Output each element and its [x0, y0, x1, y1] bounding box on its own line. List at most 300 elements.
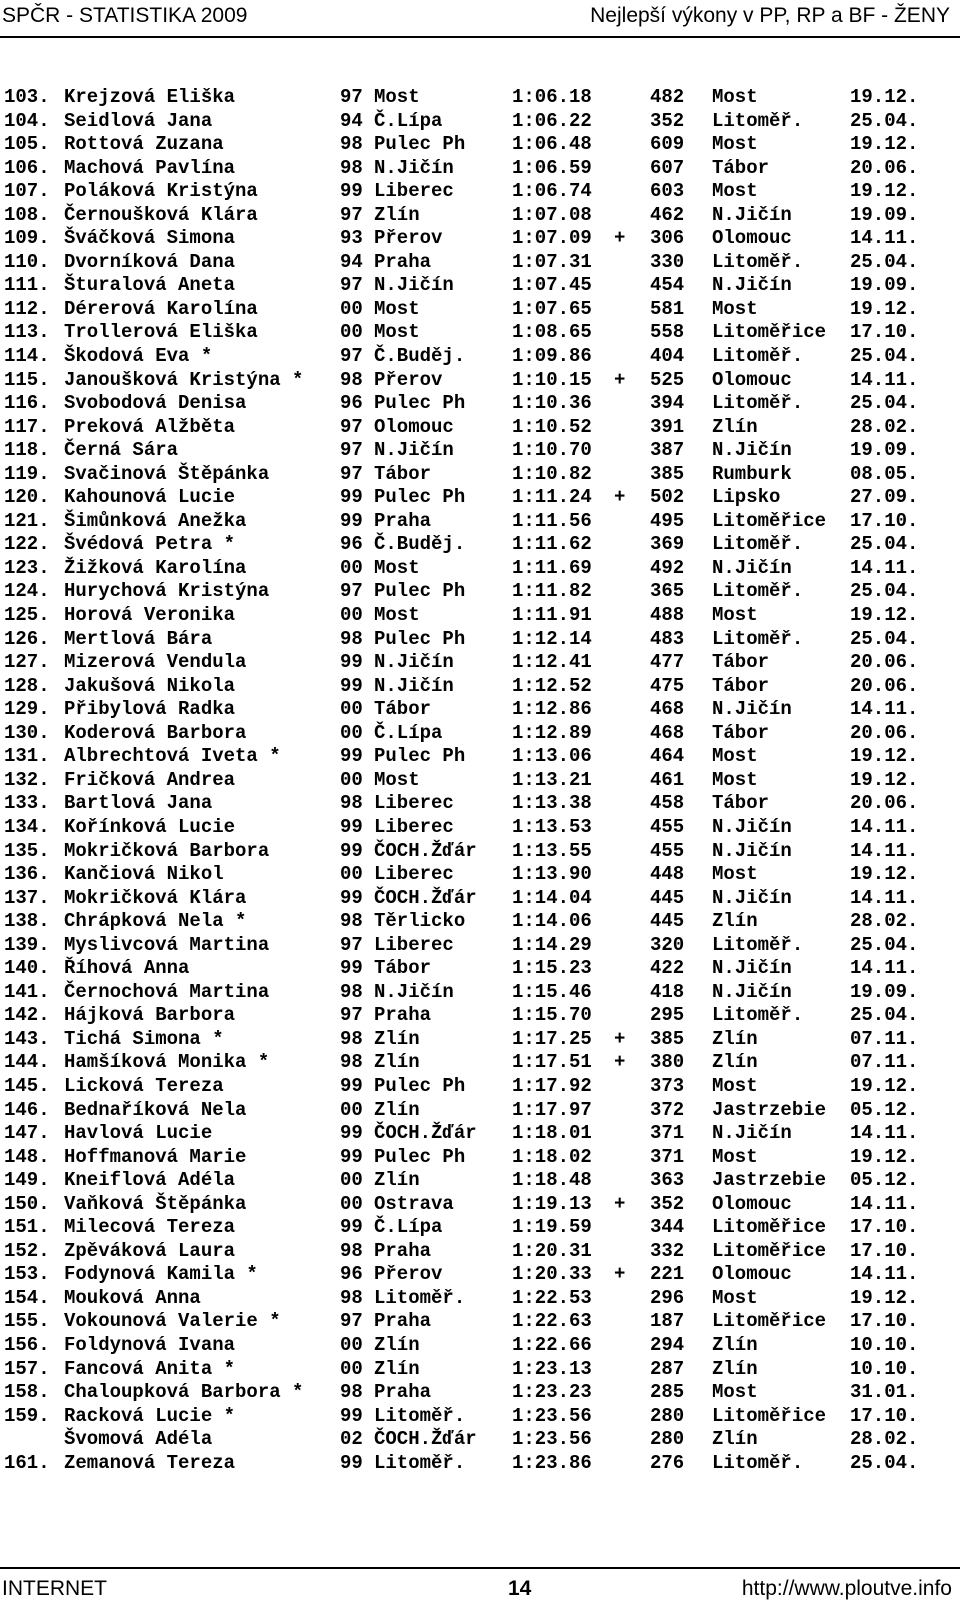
place-cell: Most: [712, 1145, 758, 1168]
rank-cell: 137.: [4, 886, 50, 909]
table-row: [0, 486, 960, 510]
rank-cell: 124.: [4, 580, 50, 603]
place-cell: Litoměř.: [712, 580, 804, 603]
place-cell: Tábor: [712, 792, 770, 815]
club-cell: Pulec Ph: [374, 745, 466, 768]
club-cell: Tábor: [374, 462, 432, 485]
year-cell: 97: [340, 462, 363, 485]
club-cell: Ostrava: [374, 1192, 454, 1215]
club-cell: Praha: [374, 1004, 432, 1027]
name-cell: Rottová Zuzana: [64, 133, 224, 156]
club-cell: Č.Lípa: [374, 109, 443, 132]
header-title: SPČR - STATISTIKA 2009: [2, 4, 248, 27]
time-cell: 1:22.66: [512, 1333, 592, 1356]
rank-cell: 119.: [4, 462, 50, 485]
place-cell: N.Jičín: [712, 815, 792, 838]
time-cell: 1:19.13: [512, 1192, 592, 1215]
date-cell: 19.12.: [850, 297, 919, 320]
place-cell: Zlín: [712, 1357, 758, 1380]
club-cell: Přerov: [374, 368, 443, 391]
date-cell: 25.04.: [850, 345, 919, 368]
date-cell: 14.11.: [850, 1192, 919, 1215]
name-cell: Vokounová Valerie *: [64, 1310, 281, 1333]
club-cell: Zlín: [374, 1098, 420, 1121]
time-cell: 1:13.55: [512, 839, 592, 862]
club-cell: Zlín: [374, 1169, 420, 1192]
points-cell: 603: [650, 180, 685, 203]
club-cell: Pulec Ph: [374, 1145, 466, 1168]
rank-cell: 152.: [4, 1239, 50, 1262]
rank-cell: 123.: [4, 556, 50, 579]
place-cell: Tábor: [712, 651, 770, 674]
points-cell: 372: [650, 1098, 685, 1121]
table-row: [0, 86, 960, 110]
table-row: [0, 157, 960, 181]
rank-cell: 132.: [4, 768, 50, 791]
time-cell: 1:11.91: [512, 604, 592, 627]
name-cell: Fodynová Kamila *: [64, 1263, 258, 1286]
table-row: [0, 887, 960, 911]
table-row: [0, 251, 960, 275]
plus-marker: +: [614, 486, 626, 509]
club-cell: Most: [374, 556, 420, 579]
club-cell: ČOCH.Žďár: [374, 1428, 477, 1451]
name-cell: Chaloupková Barbora *: [64, 1381, 304, 1404]
year-cell: 97: [340, 86, 363, 108]
table-row: [0, 675, 960, 699]
year-cell: 00: [340, 698, 363, 721]
year-cell: 99: [340, 815, 363, 838]
name-cell: Tichá Simona *: [64, 1027, 224, 1050]
club-cell: N.Jičín: [374, 651, 454, 674]
points-cell: 306: [650, 227, 685, 250]
year-cell: 98: [340, 792, 363, 815]
name-cell: Hoffmanová Marie: [64, 1145, 247, 1168]
time-cell: 1:06.74: [512, 180, 592, 203]
rank-cell: 103.: [4, 86, 50, 108]
date-cell: 20.06.: [850, 651, 919, 674]
date-cell: 07.11.: [850, 1051, 919, 1074]
year-cell: 97: [340, 933, 363, 956]
rank-cell: 114.: [4, 345, 50, 368]
points-cell: 464: [650, 745, 685, 768]
time-cell: 1:11.24: [512, 486, 592, 509]
time-cell: 1:23.23: [512, 1381, 592, 1404]
date-cell: 19.12.: [850, 86, 919, 108]
points-cell: 332: [650, 1239, 685, 1262]
points-cell: 296: [650, 1286, 685, 1309]
time-cell: 1:23.13: [512, 1357, 592, 1380]
place-cell: Most: [712, 768, 758, 791]
points-cell: 445: [650, 910, 685, 933]
name-cell: Bednaříková Nela: [64, 1098, 247, 1121]
points-cell: 380: [650, 1051, 685, 1074]
place-cell: Most: [712, 180, 758, 203]
time-cell: 1:15.46: [512, 980, 592, 1003]
year-cell: 00: [340, 768, 363, 791]
points-cell: 488: [650, 604, 685, 627]
year-cell: 97: [340, 345, 363, 368]
date-cell: 25.04.: [850, 627, 919, 650]
points-cell: 418: [650, 980, 685, 1003]
year-cell: 00: [340, 863, 363, 886]
club-cell: Most: [374, 86, 420, 108]
time-cell: 1:17.25: [512, 1027, 592, 1050]
club-cell: Liberec: [374, 180, 454, 203]
place-cell: Litoměř.: [712, 392, 804, 415]
year-cell: 00: [340, 1192, 363, 1215]
points-cell: 482: [650, 86, 685, 108]
rank-cell: 120.: [4, 486, 50, 509]
date-cell: 28.02.: [850, 415, 919, 438]
points-cell: 394: [650, 392, 685, 415]
time-cell: 1:14.29: [512, 933, 592, 956]
table-row: [0, 792, 960, 816]
rank-cell: 153.: [4, 1263, 50, 1286]
name-cell: Zemanová Tereza: [64, 1451, 236, 1474]
year-cell: 99: [340, 1216, 363, 1239]
club-cell: Přerov: [374, 1263, 443, 1286]
table-row: [0, 604, 960, 628]
table-row: [0, 628, 960, 652]
year-cell: 97: [340, 203, 363, 226]
points-cell: 525: [650, 368, 685, 391]
place-cell: Zlín: [712, 1027, 758, 1050]
table-row: [0, 651, 960, 675]
year-cell: 99: [340, 957, 363, 980]
table-row: [0, 369, 960, 393]
club-cell: Zlín: [374, 1051, 420, 1074]
rank-cell: 146.: [4, 1098, 50, 1121]
club-cell: Praha: [374, 1239, 432, 1262]
name-cell: Poláková Kristýna: [64, 180, 258, 203]
year-cell: 96: [340, 1263, 363, 1286]
name-cell: Fričková Andrea: [64, 768, 236, 791]
table-row: [0, 133, 960, 157]
place-cell: Zlín: [712, 1333, 758, 1356]
plus-marker: +: [614, 1263, 626, 1286]
table-row: [0, 910, 960, 934]
table-row: [0, 1428, 960, 1452]
points-cell: 458: [650, 792, 685, 815]
date-cell: 19.09.: [850, 439, 919, 462]
club-cell: Litoměř.: [374, 1404, 466, 1427]
year-cell: 00: [340, 721, 363, 744]
points-cell: 365: [650, 580, 685, 603]
date-cell: 27.09.: [850, 486, 919, 509]
rank-cell: 158.: [4, 1381, 50, 1404]
name-cell: Horová Veronika: [64, 604, 236, 627]
place-cell: Most: [712, 133, 758, 156]
points-cell: 280: [650, 1428, 685, 1451]
points-cell: 371: [650, 1145, 685, 1168]
points-cell: 607: [650, 156, 685, 179]
year-cell: 99: [340, 1404, 363, 1427]
name-cell: Švédová Petra *: [64, 533, 236, 556]
year-cell: 00: [340, 1333, 363, 1356]
name-cell: Fancová Anita *: [64, 1357, 236, 1380]
place-cell: Zlín: [712, 415, 758, 438]
table-row: [0, 1169, 960, 1193]
place-cell: Litoměřice: [712, 321, 827, 344]
year-cell: 93: [340, 227, 363, 250]
place-cell: Litoměř.: [712, 345, 804, 368]
rank-cell: 131.: [4, 745, 50, 768]
rank-cell: 155.: [4, 1310, 50, 1333]
points-cell: 385: [650, 462, 685, 485]
points-cell: 352: [650, 109, 685, 132]
club-cell: Č.Buděj.: [374, 533, 466, 556]
year-cell: 98: [340, 156, 363, 179]
points-cell: 187: [650, 1310, 685, 1333]
date-cell: 19.12.: [850, 133, 919, 156]
rank-cell: 157.: [4, 1357, 50, 1380]
date-cell: 05.12.: [850, 1169, 919, 1192]
place-cell: Olomouc: [712, 227, 792, 250]
rank-cell: 129.: [4, 698, 50, 721]
date-cell: 07.11.: [850, 1027, 919, 1050]
date-cell: 25.04.: [850, 1004, 919, 1027]
name-cell: Foldynová Ivana: [64, 1333, 236, 1356]
plus-marker: +: [614, 1192, 626, 1215]
rank-cell: 127.: [4, 651, 50, 674]
rank-cell: 144.: [4, 1051, 50, 1074]
table-row: [0, 840, 960, 864]
header-subtitle: Nejlepší výkony v PP, RP a BF - ŽENY: [590, 4, 950, 27]
place-cell: Litoměř.: [712, 933, 804, 956]
place-cell: Most: [712, 745, 758, 768]
year-cell: 99: [340, 886, 363, 909]
place-cell: Litoměř.: [712, 627, 804, 650]
time-cell: 1:22.53: [512, 1286, 592, 1309]
time-cell: 1:20.33: [512, 1263, 592, 1286]
rank-cell: 106.: [4, 156, 50, 179]
points-cell: 468: [650, 721, 685, 744]
place-cell: Litoměřice: [712, 1404, 827, 1427]
date-cell: 19.09.: [850, 274, 919, 297]
date-cell: 17.10.: [850, 321, 919, 344]
time-cell: 1:07.31: [512, 250, 592, 273]
date-cell: 17.10.: [850, 1404, 919, 1427]
points-cell: 373: [650, 1074, 685, 1097]
name-cell: Hájková Barbora: [64, 1004, 236, 1027]
time-cell: 1:10.82: [512, 462, 592, 485]
time-cell: 1:22.63: [512, 1310, 592, 1333]
time-cell: 1:12.41: [512, 651, 592, 674]
place-cell: Litoměřice: [712, 509, 827, 532]
name-cell: Seidlová Jana: [64, 109, 213, 132]
club-cell: Přerov: [374, 227, 443, 250]
date-cell: 19.12.: [850, 180, 919, 203]
place-cell: Litoměř.: [712, 109, 804, 132]
date-cell: 25.04.: [850, 392, 919, 415]
club-cell: Liberec: [374, 815, 454, 838]
date-cell: 25.04.: [850, 580, 919, 603]
year-cell: 99: [340, 1122, 363, 1145]
date-cell: 25.04.: [850, 1451, 919, 1474]
rank-cell: 150.: [4, 1192, 50, 1215]
points-cell: 502: [650, 486, 685, 509]
place-cell: N.Jičín: [712, 1122, 792, 1145]
table-row: [0, 416, 960, 440]
rank-cell: 156.: [4, 1333, 50, 1356]
club-cell: Liberec: [374, 933, 454, 956]
table-row: [0, 1452, 960, 1476]
year-cell: 99: [340, 839, 363, 862]
club-cell: Pulec Ph: [374, 486, 466, 509]
place-cell: N.Jičín: [712, 980, 792, 1003]
plus-marker: +: [614, 1027, 626, 1050]
rank-cell: 107.: [4, 180, 50, 203]
points-cell: 422: [650, 957, 685, 980]
year-cell: 98: [340, 133, 363, 156]
club-cell: Pulec Ph: [374, 627, 466, 650]
date-cell: 19.12.: [850, 604, 919, 627]
name-cell: Šimůnková Anežka: [64, 509, 247, 532]
time-cell: 1:13.06: [512, 745, 592, 768]
date-cell: 14.11.: [850, 886, 919, 909]
table-row: [0, 392, 960, 416]
place-cell: Most: [712, 1074, 758, 1097]
place-cell: N.Jičín: [712, 274, 792, 297]
time-cell: 1:07.45: [512, 274, 592, 297]
time-cell: 1:06.18: [512, 86, 592, 108]
time-cell: 1:06.59: [512, 156, 592, 179]
rank-cell: 138.: [4, 910, 50, 933]
name-cell: Mouková Anna: [64, 1286, 201, 1309]
year-cell: 98: [340, 627, 363, 650]
place-cell: Olomouc: [712, 1263, 792, 1286]
year-cell: 00: [340, 1169, 363, 1192]
place-cell: Rumburk: [712, 462, 792, 485]
date-cell: 14.11.: [850, 227, 919, 250]
table-row: [0, 227, 960, 251]
place-cell: Lipsko: [712, 486, 781, 509]
name-cell: Havlová Lucie: [64, 1122, 213, 1145]
table-row: [0, 274, 960, 298]
time-cell: 1:17.92: [512, 1074, 592, 1097]
year-cell: 99: [340, 509, 363, 532]
rank-cell: 145.: [4, 1074, 50, 1097]
year-cell: 99: [340, 180, 363, 203]
time-cell: 1:20.31: [512, 1239, 592, 1262]
date-cell: 20.06.: [850, 792, 919, 815]
table-row: [0, 204, 960, 228]
table-row: [0, 1358, 960, 1382]
place-cell: N.Jičín: [712, 839, 792, 862]
date-cell: 14.11.: [850, 368, 919, 391]
place-cell: N.Jičín: [712, 957, 792, 980]
rank-cell: 121.: [4, 509, 50, 532]
place-cell: Litoměř.: [712, 1004, 804, 1027]
rank-cell: 135.: [4, 839, 50, 862]
points-cell: 483: [650, 627, 685, 650]
date-cell: 28.02.: [850, 1428, 919, 1451]
table-row: [0, 1028, 960, 1052]
name-cell: Svačinová Štěpánka: [64, 462, 270, 485]
time-cell: 1:13.21: [512, 768, 592, 791]
time-cell: 1:10.52: [512, 415, 592, 438]
rank-cell: 147.: [4, 1122, 50, 1145]
time-cell: 1:13.90: [512, 863, 592, 886]
time-cell: 1:10.36: [512, 392, 592, 415]
date-cell: 25.04.: [850, 933, 919, 956]
club-cell: N.Jičín: [374, 439, 454, 462]
name-cell: Říhová Anna: [64, 957, 190, 980]
points-cell: 295: [650, 1004, 685, 1027]
points-cell: 363: [650, 1169, 685, 1192]
year-cell: 99: [340, 651, 363, 674]
name-cell: Žižková Karolína: [64, 556, 247, 579]
year-cell: 97: [340, 1004, 363, 1027]
points-cell: 477: [650, 651, 685, 674]
year-cell: 97: [340, 439, 363, 462]
place-cell: N.Jičín: [712, 203, 792, 226]
year-cell: 98: [340, 1239, 363, 1262]
club-cell: N.Jičín: [374, 980, 454, 1003]
club-cell: Most: [374, 604, 420, 627]
name-cell: Mokričková Barbora: [64, 839, 270, 862]
name-cell: Jakušová Nikola: [64, 674, 236, 697]
time-cell: 1:18.02: [512, 1145, 592, 1168]
club-cell: Most: [374, 321, 420, 344]
place-cell: Litoměř.: [712, 250, 804, 273]
date-cell: 17.10.: [850, 1310, 919, 1333]
place-cell: Most: [712, 1381, 758, 1404]
table-row: [0, 1122, 960, 1146]
date-cell: 25.04.: [850, 533, 919, 556]
header-divider: [0, 36, 960, 38]
time-cell: 1:19.59: [512, 1216, 592, 1239]
club-cell: N.Jičín: [374, 156, 454, 179]
points-cell: 352: [650, 1192, 685, 1215]
table-row: [0, 1310, 960, 1334]
time-cell: 1:17.97: [512, 1098, 592, 1121]
table-row: [0, 698, 960, 722]
date-cell: 20.06.: [850, 156, 919, 179]
points-cell: 280: [650, 1404, 685, 1427]
date-cell: 19.12.: [850, 863, 919, 886]
name-cell: Hurychová Kristýna: [64, 580, 270, 603]
footer-divider: [0, 1567, 960, 1569]
name-cell: Vaňková Štěpánka: [64, 1192, 247, 1215]
place-cell: Litoměřice: [712, 1239, 827, 1262]
name-cell: Milecová Tereza: [64, 1216, 236, 1239]
place-cell: N.Jičín: [712, 698, 792, 721]
name-cell: Krejzová Eliška: [64, 86, 236, 108]
name-cell: Preková Alžběta: [64, 415, 236, 438]
date-cell: 19.12.: [850, 745, 919, 768]
footer-source: INTERNET: [2, 1577, 107, 1600]
club-cell: Č.Lípa: [374, 721, 443, 744]
time-cell: 1:11.82: [512, 580, 592, 603]
table-row: [0, 345, 960, 369]
club-cell: Litoměř.: [374, 1286, 466, 1309]
time-cell: 1:23.86: [512, 1451, 592, 1474]
club-cell: Zlín: [374, 1357, 420, 1380]
club-cell: Pulec Ph: [374, 580, 466, 603]
place-cell: Zlín: [712, 1428, 758, 1451]
year-cell: 98: [340, 1286, 363, 1309]
rank-cell: 143.: [4, 1027, 50, 1050]
rank-cell: 139.: [4, 933, 50, 956]
table-row: [0, 816, 960, 840]
club-cell: Litoměř.: [374, 1451, 466, 1474]
rank-cell: 111.: [4, 274, 50, 297]
year-cell: 98: [340, 1051, 363, 1074]
table-row: [0, 745, 960, 769]
place-cell: Zlín: [712, 1051, 758, 1074]
